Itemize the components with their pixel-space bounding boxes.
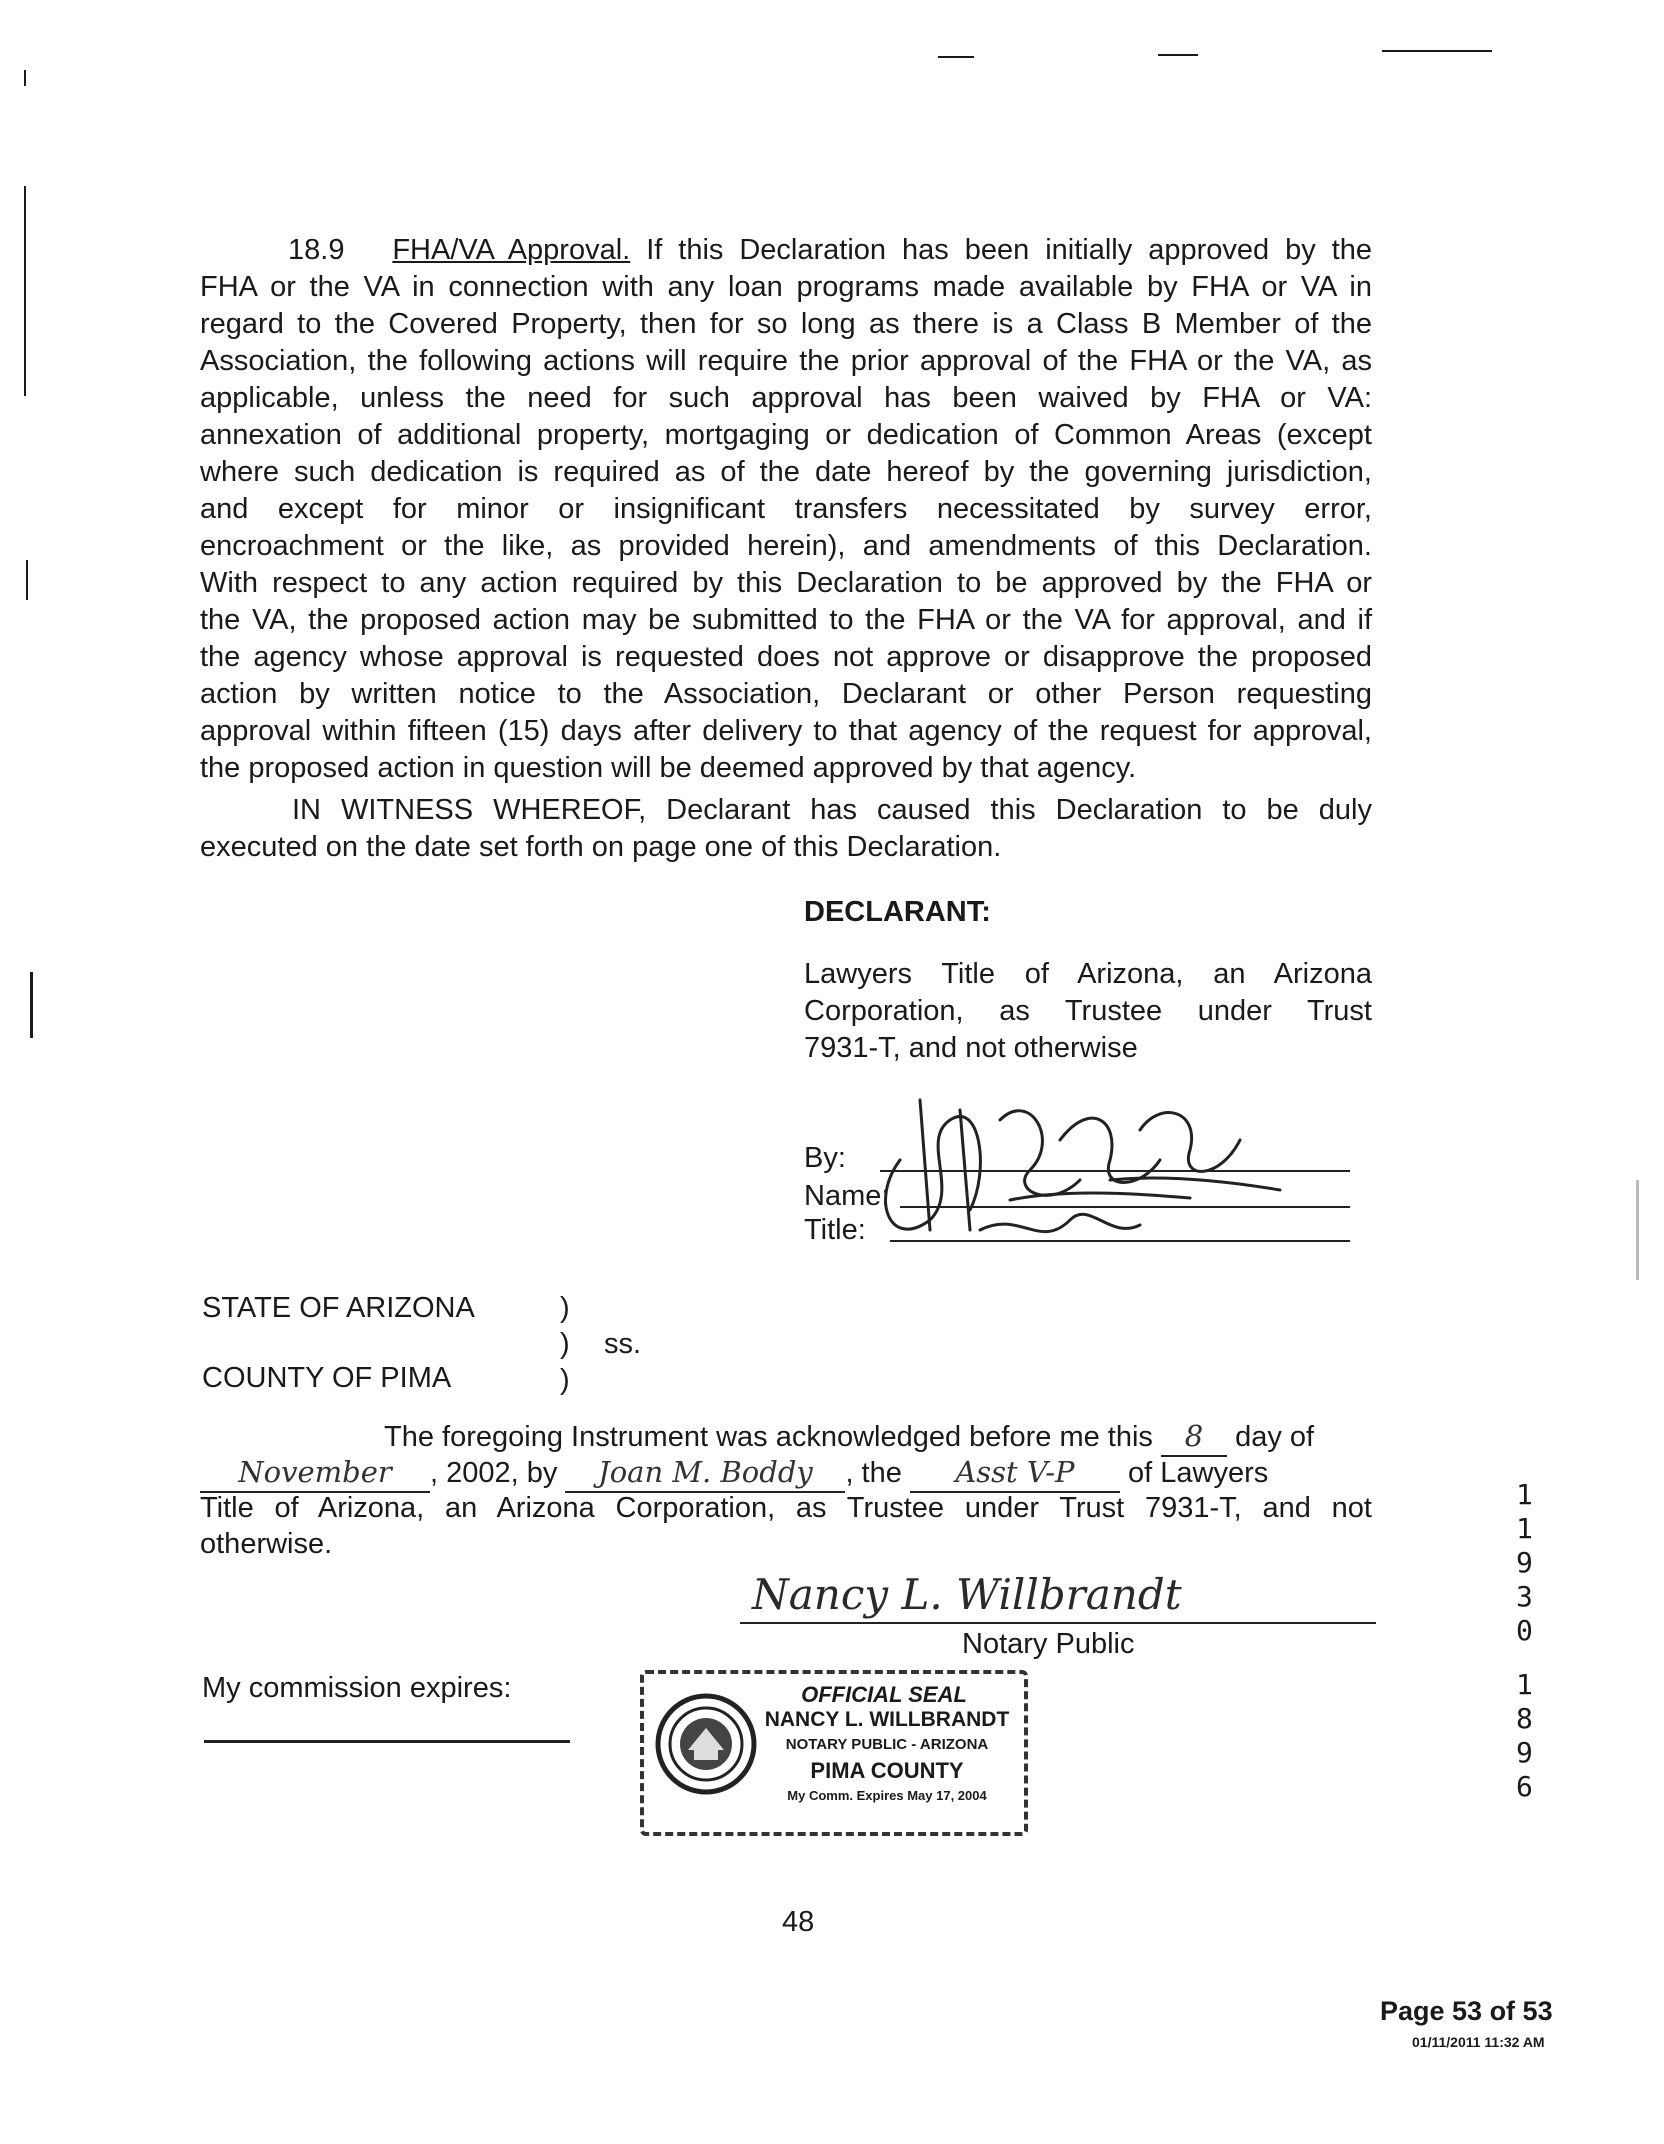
acknowledgment-line-3: Title of Arizona, an Arizona Corporation, as Trustee under Trust 7931-T, and not bbox=[200, 1492, 1372, 1524]
venue-paren-1: ) bbox=[560, 1292, 570, 1324]
section-number: 18.9 bbox=[288, 234, 345, 266]
section-first-line bbox=[200, 232, 1372, 269]
venue-paren-2: ) bbox=[560, 1328, 570, 1360]
section-line-7: and except for minor or insignificant transfers necessitated by survey error, bbox=[200, 493, 1372, 525]
declarant-signature-icon bbox=[860, 1080, 1320, 1250]
venue-ss: ss. bbox=[604, 1328, 642, 1360]
commission-label: My commission expires: bbox=[202, 1672, 512, 1704]
scan-mark-right bbox=[1636, 1180, 1639, 1280]
notary-seal bbox=[640, 1670, 1028, 1836]
section-line-11: the agency whose approval is requested does not approve or disapprove the proposed bbox=[200, 641, 1372, 673]
declarant-line-0: Lawyers Title of Arizona, an Arizona bbox=[804, 958, 1372, 990]
section-line-10: the VA, the proposed action may be submitted to the FHA or the VA for approval, and if bbox=[200, 604, 1372, 636]
witness-clause bbox=[200, 792, 1372, 866]
scan-mark-left-2 bbox=[24, 186, 26, 396]
section-line-13: approval within fifteen (15) days after delivery to that agency of the request for approval, bbox=[200, 715, 1372, 747]
page-number: 48 bbox=[782, 1906, 815, 1938]
witness-line-1: IN WITNESS WHEREOF, Declarant has caused this Declaration to be duly bbox=[292, 794, 1372, 826]
scan-mark-top-3 bbox=[1382, 50, 1492, 52]
seal-line-3: NOTARY PUBLIC - ARIZONA bbox=[785, 1736, 989, 1753]
ack-person-field: Joan M. Boddy bbox=[565, 1454, 845, 1493]
declarant-line-1: Corporation, as Trustee under Trust bbox=[804, 995, 1372, 1027]
section-18-9 bbox=[200, 232, 1372, 787]
seal-line-4: PIMA COUNTY bbox=[810, 1758, 964, 1783]
section-line-5: annexation of additional property, mortgaging or dedication of Common Areas (except bbox=[200, 419, 1372, 451]
notary-signature: Nancy L. Willbrandt bbox=[752, 1570, 1182, 1619]
section-line-0: If this Declaration has been initially approved by the bbox=[646, 234, 1372, 266]
acknowledgment-line-2 bbox=[200, 1454, 1372, 1493]
ack-month-field: November bbox=[200, 1454, 430, 1493]
scan-mark-left-3 bbox=[26, 560, 28, 600]
section-line-8: encroachment or the like, as provided herein), and amendments of this Declaration. bbox=[200, 530, 1372, 562]
scan-mark-top-1 bbox=[938, 56, 974, 58]
acknowledgment-line-4: otherwise. bbox=[200, 1528, 333, 1560]
recording-number-top: 11930 bbox=[1516, 1478, 1533, 1647]
venue-paren-3: ) bbox=[560, 1364, 570, 1396]
scan-mark-left-4 bbox=[30, 972, 33, 1038]
section-heading: FHA/VA Approval. bbox=[392, 234, 631, 266]
seal-line-1: OFFICIAL SEAL bbox=[801, 1682, 967, 1707]
commission-line bbox=[204, 1740, 570, 1743]
ack-text-2: day of bbox=[1235, 1421, 1315, 1453]
page-of: Page 53 of 53 bbox=[1380, 1996, 1553, 2026]
ack-day-field: 8 bbox=[1161, 1418, 1227, 1457]
section-line-1: FHA or the VA in connection with any loan programs made available by FHA or VA in bbox=[200, 271, 1372, 303]
section-line-14: the proposed action in question will be deemed approved by that agency. bbox=[200, 752, 1137, 784]
section-line-2: regard to the Covered Property, then for so long as there is a Class B Member of the bbox=[200, 308, 1372, 340]
declarant-line-2: 7931-T, and not otherwise bbox=[804, 1032, 1138, 1064]
state-seal-icon bbox=[654, 1692, 758, 1796]
print-timestamp: 01/11/2011 11:32 AM bbox=[1412, 2034, 1545, 2050]
venue-county: COUNTY OF PIMA bbox=[202, 1362, 452, 1394]
name-label: Name: bbox=[804, 1180, 890, 1212]
ack-text-5: of Lawyers bbox=[1128, 1457, 1269, 1489]
recording-number-bottom: 1896 bbox=[1516, 1668, 1533, 1803]
declarant-entity bbox=[804, 956, 1372, 1067]
ack-title-field: Asst V-P bbox=[910, 1454, 1120, 1493]
acknowledgment-line-1 bbox=[384, 1418, 1372, 1457]
ack-text-4: , the bbox=[845, 1457, 902, 1489]
by-label: By: bbox=[804, 1142, 846, 1174]
declarant-heading: DECLARANT: bbox=[804, 896, 991, 928]
seal-line-2: NANCY L. WILLBRANDT bbox=[764, 1708, 1010, 1731]
witness-line-2: executed on the date set forth on page one of this Declaration. bbox=[200, 831, 1002, 863]
section-line-12: action by written notice to the Association, Declarant or other Person requesting bbox=[200, 678, 1372, 710]
section-line-3: Association, the following actions will require the prior approval of the FHA or the VA, as bbox=[200, 345, 1372, 377]
ack-text-1: The foregoing Instrument was acknowledged before me this bbox=[384, 1421, 1153, 1453]
section-line-4: applicable, unless the need for such approval has been waived by FHA or VA: bbox=[200, 382, 1372, 414]
scan-mark-left-1 bbox=[24, 70, 26, 86]
section-line-6: where such dedication is required as of the date hereof by the governing jurisdiction, bbox=[200, 456, 1372, 488]
title-label: Title: bbox=[804, 1214, 866, 1246]
section-line-9: With respect to any action required by this Declaration to be approved by the FHA or bbox=[200, 567, 1372, 599]
notary-signature-line bbox=[740, 1622, 1376, 1624]
notary-label: Notary Public bbox=[962, 1628, 1135, 1660]
ack-text-3: , 2002, by bbox=[430, 1457, 558, 1489]
seal-line-5: My Comm. Expires May 17, 2004 bbox=[787, 1788, 987, 1803]
venue-state: STATE OF ARIZONA bbox=[202, 1292, 475, 1324]
scan-mark-top-2 bbox=[1158, 54, 1198, 56]
